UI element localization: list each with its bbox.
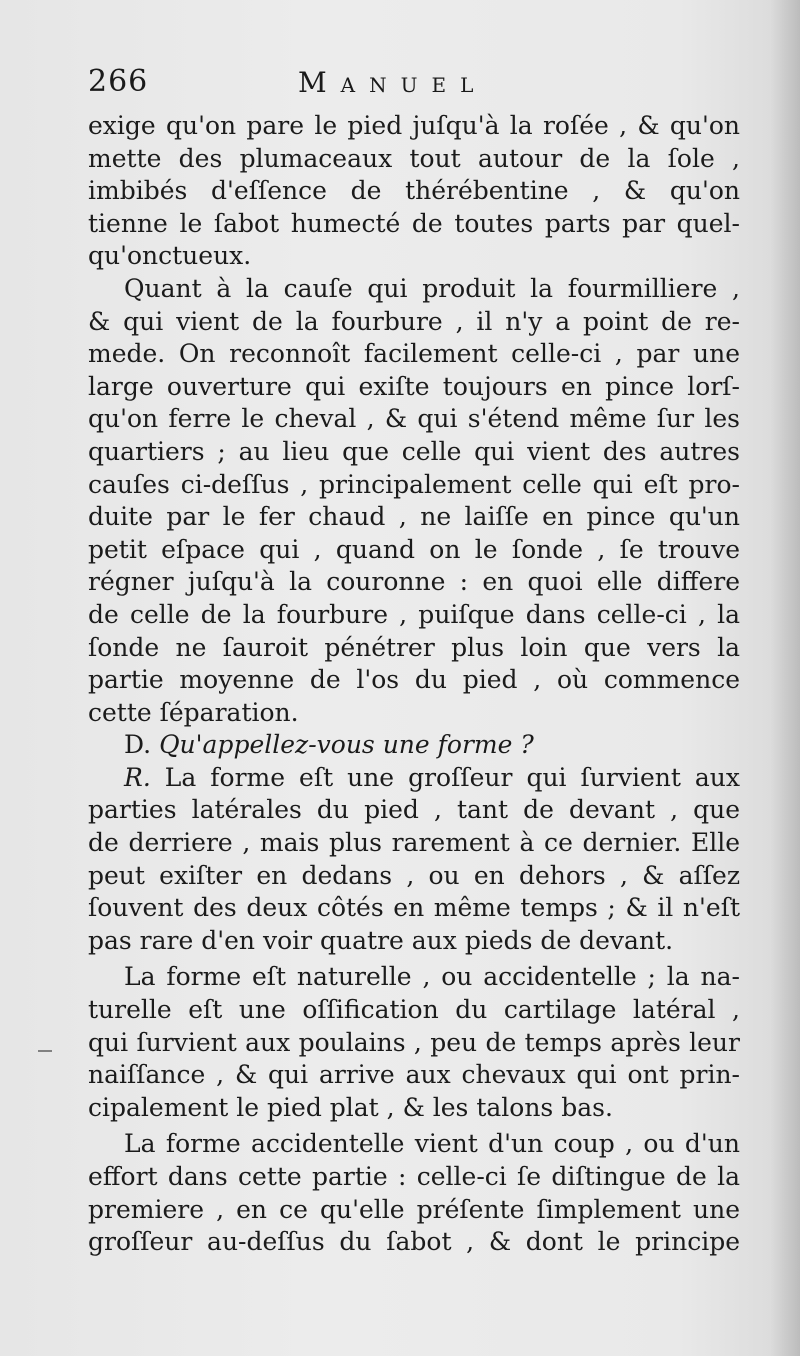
margin-mark (38, 1050, 52, 1052)
text-line: naiſſance , & qui arrive aux chevaux qui ont prin- (88, 1060, 740, 1090)
text-line: imbibés d'eſſence de thérébentine , & qu'on (88, 176, 740, 206)
text-line: turelle eſt une oſſification du cartilage latéral , (88, 995, 740, 1025)
text-line: peut exiſter en dedans , ou en dehors , & aſſez (88, 860, 740, 890)
text-line: de derriere , mais plus rarement à ce dernier. Elle (88, 828, 740, 858)
text-line: parties latérales du pied , tant de devant , que (88, 795, 740, 825)
answer-text: La forme eſt une groſſeur qui ſurvient aux (164, 762, 740, 792)
question-label: D. (124, 730, 152, 760)
page-number: 266 (88, 64, 149, 99)
body-text (88, 110, 740, 1259)
answer-label: R. (124, 762, 151, 792)
question-line (88, 729, 740, 762)
question-text: Qu'appellez-vous une forme ? (159, 730, 534, 760)
text-line: cipalement le pied plat , & les talons bas. (88, 1092, 613, 1122)
text-line: cauſes ci-deſſus , principalement celle qui eſt pro- (88, 469, 740, 499)
text-line: Quant à la cauſe qui produit la fourmilliere , (124, 273, 740, 303)
page-gutter-shadow (770, 0, 800, 1356)
text-line: groſſeur au-deſſus du ſabot , & dont le principe (88, 1227, 740, 1257)
text-line: ſonde ne ſauroit pénétrer plus loin que vers la (88, 632, 740, 662)
running-title: Manuel (298, 66, 488, 99)
text-line: ſouvent des deux côtés en même temps ; & il n'eſt (88, 893, 740, 923)
text-line: & qui vient de la fourbure , il n'y a point de re- (88, 306, 740, 336)
text-line: tienne le ſabot humecté de toutes parts par quel- (88, 208, 740, 238)
text-line: exige qu'on pare le pied juſqu'à la roſée , & qu'on (88, 111, 740, 140)
text-line: La forme accidentelle vient d'un coup , ou d'un (124, 1129, 740, 1159)
text-line: qui ſurvient aux poulains , peu de temps après leur (88, 1027, 740, 1057)
page-header (88, 62, 748, 112)
text-line: pas rare d'en voir quatre aux pieds de devant. (88, 925, 674, 955)
text-line: mette des plumaceaux tout autour de la ſole , (88, 143, 740, 173)
text-line: mede. On reconnoît facilement celle-ci , par une (88, 339, 740, 369)
text-line: cette ſéparation. (88, 697, 299, 727)
text-line: qu'on ferre le cheval , & qui s'étend même ſur les (88, 404, 740, 434)
text-line: qu'onctueux. (88, 241, 252, 271)
text-line: partie moyenne de l'os du pied , où commence (88, 665, 740, 695)
text-line: de celle de la fourbure , puiſque dans celle-ci , la (88, 599, 740, 629)
text-line: régner juſqu'à la couronne : en quoi elle differe (88, 567, 740, 597)
text-line: large ouverture qui exiſte toujours en pince lorſ- (88, 371, 740, 401)
text-line: effort dans cette partie : celle-ci ſe diſtingue de la (88, 1162, 740, 1191)
answer-line (88, 762, 740, 795)
text-line: petit eſpace qui , quand on le ſonde , ſe trouve (88, 534, 740, 564)
text-line: quartiers ; au lieu que celle qui vient des autres (88, 436, 740, 466)
text-line: La forme eſt naturelle , ou accidentelle ; la na- (124, 962, 740, 992)
text-line: duite par le fer chaud , ne laiſſe en pince qu'un (88, 502, 740, 532)
text-line: premiere , en ce qu'elle préſente ſimplement une (88, 1194, 740, 1224)
